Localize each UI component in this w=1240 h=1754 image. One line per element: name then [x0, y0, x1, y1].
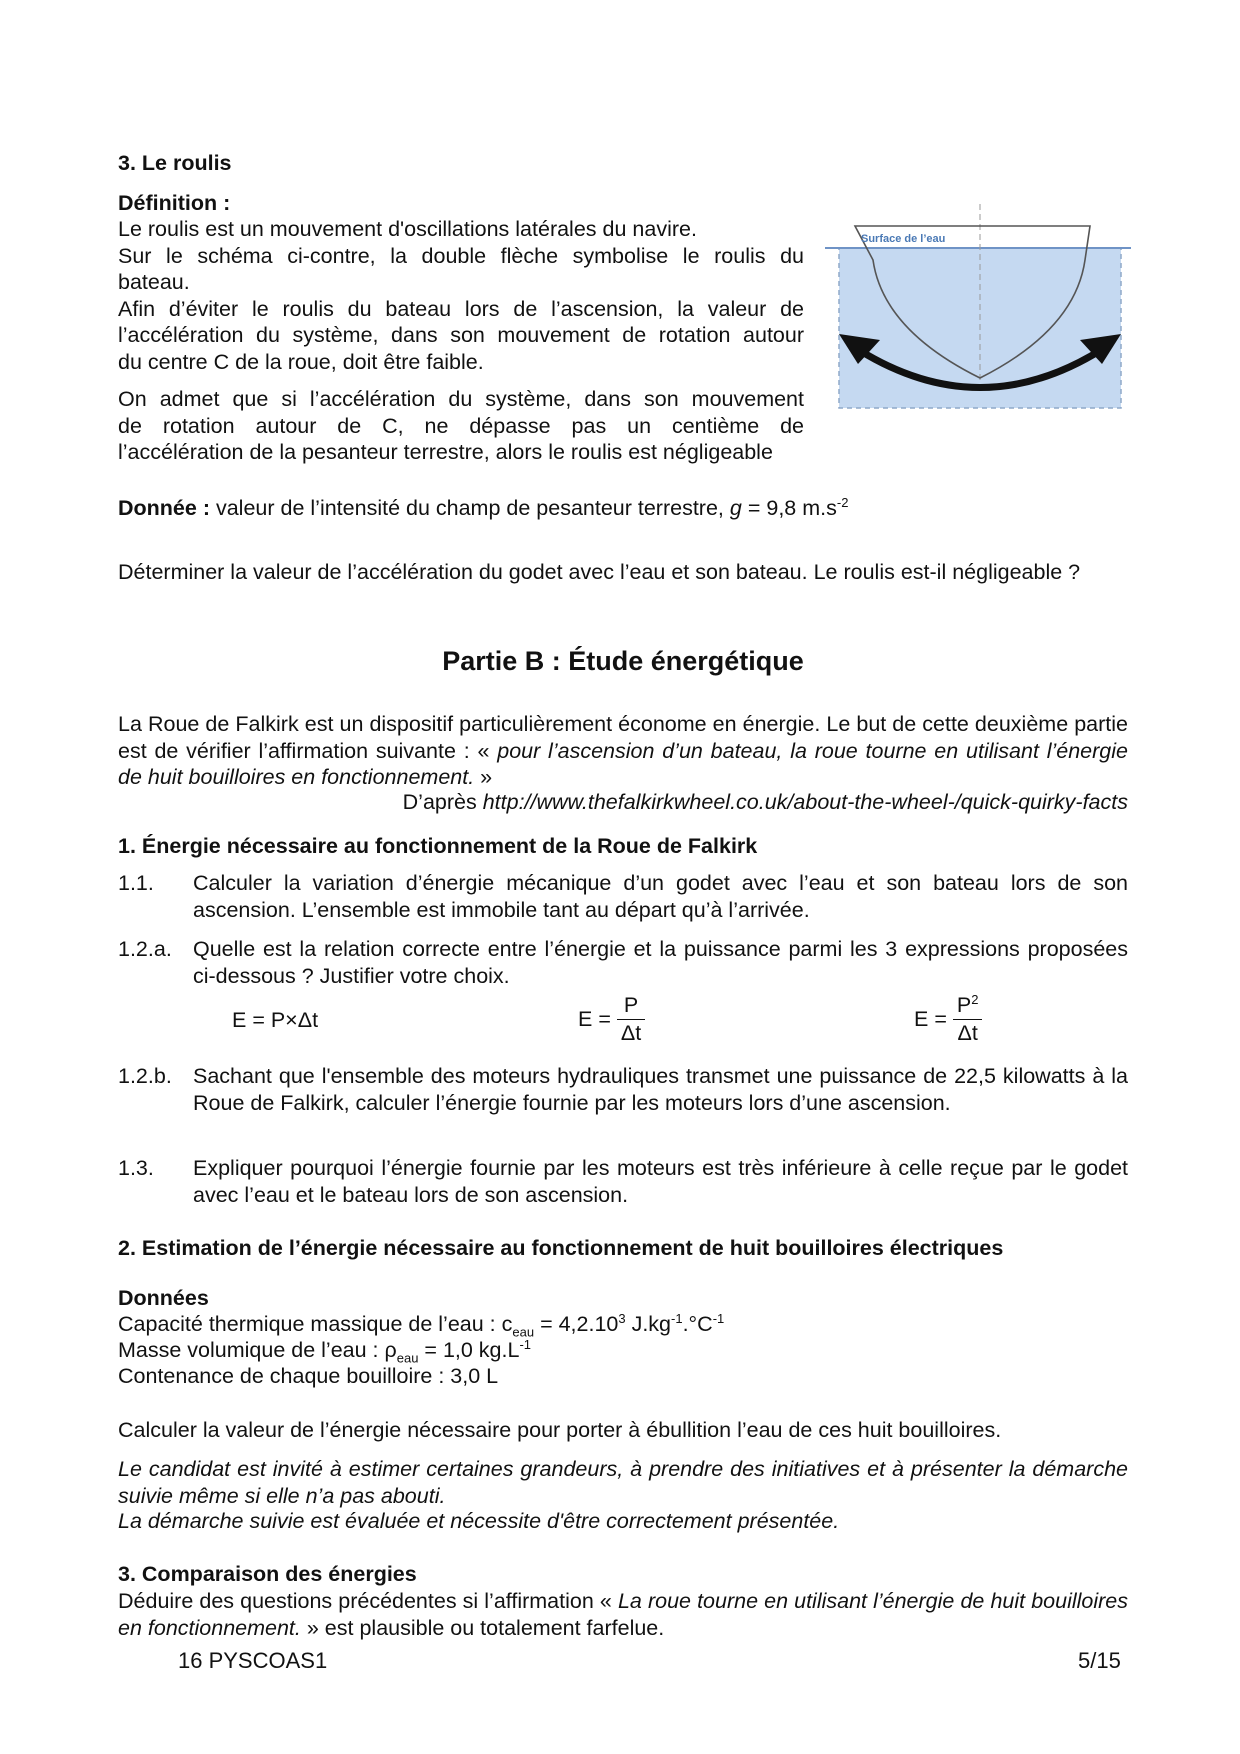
comparaison-text-b: » est plausible ou totalement farfelue.: [306, 1615, 665, 1640]
fraction: [617, 992, 645, 1046]
evaluation-note: La démarche suivie est évaluée et nécessite d'être correctement présentée.: [118, 1509, 840, 1533]
comparaison-question: [118, 1588, 1128, 1641]
donnee-contenance: Contenance de chaque bouilloire : 3,0 L: [118, 1364, 499, 1388]
definition-line: Afin d’éviter le roulis du bateau lors de l’ascension, la valeur de: [118, 296, 804, 321]
fraction: [953, 992, 983, 1046]
donnee-capacite: [118, 1311, 724, 1338]
definition-line: Sur le schéma ci-contre, la double flèche symbolise le roulis du: [118, 243, 804, 268]
fraction-denominator: Δt: [617, 1019, 645, 1047]
masse-exp: -1: [519, 1336, 532, 1352]
donnee-value: = 9,8 m.s: [747, 496, 837, 520]
masse-sub: eau: [396, 1350, 419, 1366]
question-number: 1.1.: [118, 871, 154, 895]
part-b-title: Partie B : Étude énergétique: [442, 646, 804, 676]
assumption-line: On admet que si l’accélération du système, dans son mouvement: [118, 387, 804, 411]
formula-product: E = P×Δt: [232, 1008, 319, 1032]
formula-square-quotient: [914, 992, 982, 1046]
intro-quote: pour l’ascension d’un bateau, la roue tourne en utilisant l’énergie de huit bouilloires en fonctionnement.: [118, 738, 1128, 789]
assumption-line: de rotation autour de C, ne dépasse pas un centième de: [118, 413, 804, 438]
donnees-label: Données: [118, 1286, 209, 1310]
question-number: 1.2.a.: [118, 937, 172, 961]
intro-close-quote: »: [480, 765, 493, 789]
comparaison-quote: La roue tourne en utilisant l’énergie de huit bouilloires en fonctionnement.: [118, 1589, 1128, 1640]
definition-line: du centre C de la roue, doit être faible.: [118, 349, 484, 374]
comparaison-text-a: Déduire des questions précédentes si l’affirmation «: [118, 1589, 612, 1613]
question-1-1: [118, 870, 1128, 923]
question-text: Expliquer pourquoi l’énergie fournie par les moteurs est très inférieure à celle reçue par le godet avec l’eau et le bateau lors de son ascension.: [193, 1156, 1128, 1207]
donnee-text: valeur de l’intensité du champ de pesanteur terrestre,: [215, 496, 724, 520]
question-number: 1.3.: [118, 1156, 154, 1180]
section-title-roulis: 3. Le roulis: [118, 151, 232, 175]
capacite-unit-exp-b: -1: [712, 1310, 725, 1326]
section-title-comparaison: 3. Comparaison des énergies: [118, 1562, 417, 1586]
formula-quotient: [578, 992, 645, 1046]
bouilloires-question: Calculer la valeur de l’énergie nécessaire pour porter à ébullition l’eau de ces huit bouilloires.: [118, 1418, 1002, 1442]
intro-text: La Roue de Falkirk est un dispositif particulièrement économe en énergie. Le but de cette deuxième partie est de vérifier l’affirmation suivante : «: [118, 712, 1128, 763]
donnee-label: Donnée :: [118, 496, 210, 520]
source-prefix: D’après: [402, 790, 477, 814]
numerator-exp: 2: [971, 991, 979, 1007]
capacite-exp: 3: [618, 1310, 626, 1326]
donnee-masse-volumique: [118, 1337, 531, 1364]
question-1-3: [118, 1155, 1128, 1208]
numerator-base: P: [956, 993, 972, 1017]
formula-lhs: E =: [914, 1006, 947, 1031]
definition-text: [118, 216, 804, 375]
roulis-question: Déterminer la valeur de l’accélération du godet avec l’eau et son bateau. Le roulis est-il négligeable ?: [118, 560, 1081, 584]
definition-line: bateau.: [118, 270, 190, 294]
section-title-bouilloires: 2. Estimation de l’énergie nécessaire au fonctionnement de huit bouilloires électriques: [118, 1236, 1004, 1260]
roulis-assumption: [118, 386, 818, 466]
water-surface-label: Surface de l’eau: [861, 233, 946, 245]
capacite-sub: eau: [512, 1324, 535, 1340]
formula-lhs: E =: [578, 1006, 611, 1031]
candidate-note: Le candidat est invité à estimer certaines grandeurs, à prendre des initiatives et à présenter la démarche suivie même si elle n’a pas abouti.: [118, 1457, 1128, 1508]
capacite-unit-b: .°C: [682, 1312, 713, 1336]
fraction-numerator: [953, 992, 983, 1019]
part-b-intro: [118, 711, 1128, 791]
question-1-2-b: [118, 1063, 1128, 1116]
donnee-g: [118, 495, 848, 522]
masse-text: Masse volumique de l’eau : ρ: [118, 1338, 397, 1362]
question-text: Calculer la variation d’énergie mécanique d’un godet avec l’eau et son bateau lors de son ascension. L’ensemble est immobile tant au départ qu’à l’arrivée.: [193, 871, 1128, 922]
donnee-exp: -2: [836, 494, 849, 510]
source-reference: [118, 789, 1128, 816]
fraction-numerator: P: [623, 993, 639, 1017]
page-number: 5/15: [1078, 1648, 1121, 1673]
capacite-unit-exp-a: -1: [671, 1310, 683, 1326]
question-1-2-a: [118, 936, 1128, 989]
question-text: Sachant que l'ensemble des moteurs hydrauliques transmet une puissance de 22,5 kilowatts à la Roue de Falkirk, calculer l’énergie fournie par les moteurs lors d’une ascension.: [193, 1064, 1128, 1115]
assumption-line: l’accélération de la pesanteur terrestre, alors le roulis est négligeable: [118, 440, 773, 464]
definition-line: Le roulis est un mouvement d'oscillations latérales du navire.: [118, 217, 697, 241]
question-number: 1.2.b.: [118, 1064, 172, 1088]
section-title-energie: 1. Énergie nécessaire au fonctionnement de la Roue de Falkirk: [118, 834, 758, 858]
boat-roll-diagram: [825, 200, 1135, 420]
capacite-text: Capacité thermique massique de l’eau : c: [118, 1312, 513, 1336]
fraction-denominator: Δt: [953, 1019, 983, 1047]
masse-value: = 1,0 kg.L: [418, 1338, 520, 1362]
capacite-unit-a: J.kg: [625, 1312, 672, 1336]
source-url: http://www.thefalkirkwheel.co.uk/about-the-wheel-/quick-quirky-facts: [482, 790, 1128, 814]
definition-label: Définition :: [118, 191, 231, 215]
question-text: Quelle est la relation correcte entre l’énergie et la puissance parmi les 3 expressions proposées ci-dessous ? Justifier votre choix.: [193, 937, 1128, 988]
exam-code: 16 PYSCOAS1: [178, 1648, 328, 1673]
donnee-var-g: g: [729, 496, 742, 520]
capacite-value: = 4,2.10: [534, 1312, 619, 1336]
definition-line: l’accélération du système, dans son mouvement de rotation autour: [118, 323, 804, 347]
